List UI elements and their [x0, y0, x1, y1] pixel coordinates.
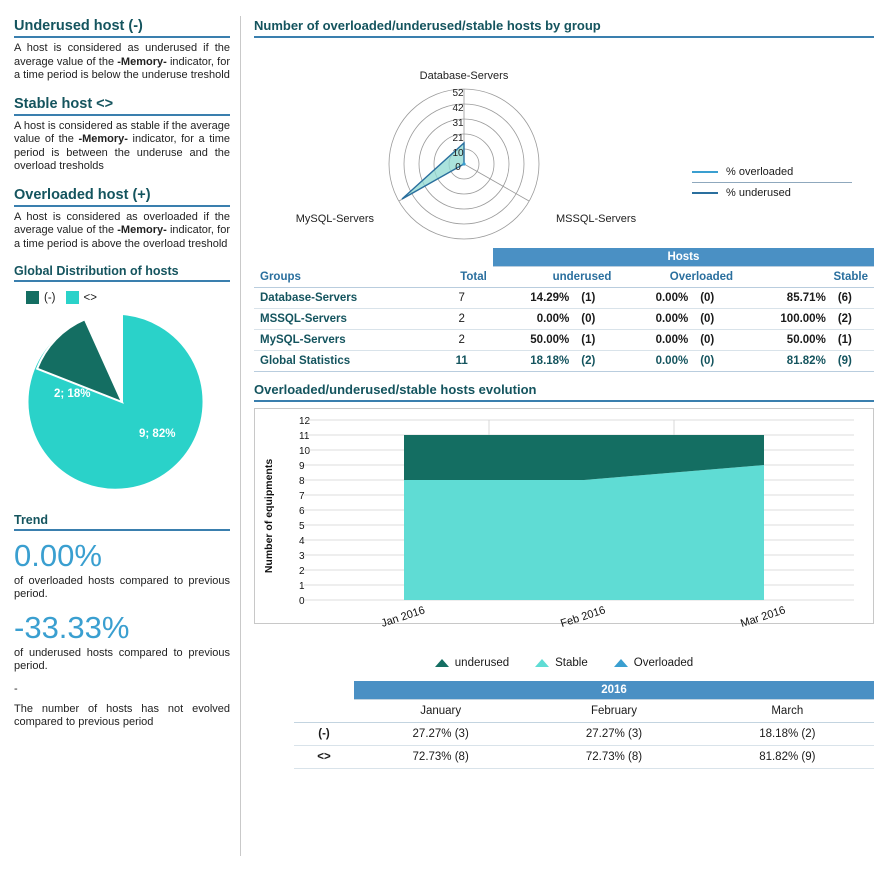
- svg-text:4: 4: [299, 536, 305, 547]
- evolution-legend-item-stable: [535, 657, 588, 669]
- radar-legend-item-overloaded: [692, 162, 852, 182]
- hosts-cell-underused-cnt: (1): [575, 330, 617, 351]
- hosts-cell-underused-pct: 14.29%: [493, 288, 575, 309]
- evolution-cell: 18.18% (2): [701, 723, 874, 746]
- overloaded-area-swatch: [614, 659, 628, 667]
- hosts-cell-overloaded-cnt: (0): [694, 309, 739, 330]
- svg-text:2: 2: [299, 566, 305, 577]
- trend-underused-value: -33.33%: [14, 610, 130, 645]
- hosts-col-stable: Stable: [739, 267, 874, 288]
- main-content: [254, 18, 874, 769]
- evolution-legend: [254, 657, 874, 669]
- svg-text:9: 9: [299, 461, 305, 472]
- pie-chart-title: Global Distribution of hosts: [14, 264, 230, 282]
- svg-text:0: 0: [299, 596, 305, 607]
- hosts-cell-group: Global Statistics: [254, 351, 430, 372]
- svg-text:Database-Servers: Database-Servers: [419, 70, 509, 82]
- overloaded-line-swatch: [692, 171, 718, 173]
- underused-color-swatch: [26, 291, 39, 304]
- hosts-cell-total: 11: [430, 351, 492, 372]
- svg-text:10: 10: [452, 148, 464, 159]
- evolution-chart: [254, 408, 874, 673]
- evolution-row-label-underused: (-): [294, 723, 354, 746]
- table-row: [254, 309, 874, 330]
- evolution-legend-item-underused: [435, 657, 509, 669]
- evolution-col-march: March: [701, 700, 874, 723]
- evolution-legend-label-overloaded: Overloaded: [633, 657, 694, 669]
- hosts-col-underused: underused: [493, 267, 618, 288]
- svg-text:1: 1: [299, 581, 305, 592]
- hosts-cell-total: 2: [430, 309, 492, 330]
- trend-count-value: -: [14, 683, 18, 695]
- hosts-cell-underused-pct: 50.00%: [493, 330, 575, 351]
- trend-count-text: The number of hosts has not evolved compared to previous period: [14, 703, 230, 728]
- hosts-cell-stable-pct: 81.82%: [739, 351, 832, 372]
- radar-series-overloaded: [462, 162, 465, 165]
- evolution-cell: 81.82% (9): [701, 746, 874, 769]
- evolution-legend-item-overloaded: [614, 657, 693, 669]
- pie-legend-label-underused: (-): [44, 291, 56, 304]
- trend-overloaded-text: of overloaded hosts compared to previous period.: [14, 575, 230, 600]
- radar-chart: [254, 44, 874, 244]
- hosts-col-overloaded: Overloaded: [617, 267, 739, 288]
- svg-text:52: 52: [452, 88, 464, 99]
- hosts-cell-total: 2: [430, 330, 492, 351]
- hosts-cell-stable-cnt: (2): [832, 309, 874, 330]
- svg-text:10: 10: [299, 446, 311, 457]
- left-sidebar: [14, 18, 230, 739]
- hosts-cell-underused-cnt: (1): [575, 288, 617, 309]
- definition-overloaded-title: Overloaded host (+): [14, 187, 230, 207]
- svg-text:0: 0: [455, 162, 461, 173]
- column-divider: [240, 16, 241, 856]
- radar-chart-svg: [254, 44, 674, 244]
- svg-text:21: 21: [452, 133, 464, 144]
- hosts-cell-stable-pct: 85.71%: [739, 288, 832, 309]
- hosts-cell-group: MSSQL-Servers: [254, 309, 430, 330]
- underused-line-swatch: [692, 192, 718, 194]
- evolution-cell: 27.27% (3): [527, 723, 700, 746]
- table-row-global: [254, 351, 874, 372]
- pie-legend-item-underused: [26, 291, 56, 304]
- hosts-cell-overloaded-pct: 0.00%: [617, 330, 694, 351]
- svg-text:3: 3: [299, 551, 305, 562]
- table-row: [294, 723, 874, 746]
- definition-stable-body: A host is considered as stable if the average value of the -Memory- indicator, for a time period is between the underuse and the overload tresholds: [14, 119, 230, 172]
- underused-area-swatch: [435, 659, 449, 667]
- evolution-cell: 72.73% (8): [527, 746, 700, 769]
- trend-underused-text: of underused hosts compared to previous period.: [14, 647, 230, 672]
- svg-text:31: 31: [452, 118, 464, 129]
- hosts-cell-underused-pct: 0.00%: [493, 309, 575, 330]
- pie-legend-item-stable: [66, 291, 97, 304]
- evolution-chart-svg: [254, 408, 874, 648]
- svg-text:11: 11: [299, 431, 310, 442]
- svg-text:MSSQL-Servers: MSSQL-Servers: [556, 213, 637, 225]
- stable-area-swatch: [535, 659, 549, 667]
- hosts-cell-stable-cnt: (9): [832, 351, 874, 372]
- svg-text:42: 42: [452, 103, 464, 114]
- pie-chart: [14, 310, 230, 495]
- svg-text:6: 6: [299, 506, 305, 517]
- evolution-chart-title: Overloaded/underused/stable hosts evolution: [254, 382, 874, 402]
- svg-text:5: 5: [299, 521, 305, 532]
- table-row: [254, 288, 874, 309]
- evolution-col-january: January: [354, 700, 527, 723]
- radar-legend: [692, 162, 852, 203]
- evolution-cell: 27.27% (3): [354, 723, 527, 746]
- evolution-col-february: February: [527, 700, 700, 723]
- definition-underused: [14, 18, 230, 83]
- pie-data-label-stable: 9; 82%: [139, 428, 176, 440]
- hosts-cell-group: Database-Servers: [254, 288, 430, 309]
- evolution-table: [294, 681, 874, 769]
- evolution-cell: 72.73% (8): [354, 746, 527, 769]
- hosts-cell-overloaded-cnt: (0): [694, 288, 739, 309]
- svg-text:8: 8: [299, 476, 305, 487]
- svg-text:Jan 2016: Jan 2016: [379, 604, 427, 630]
- pie-legend: [26, 291, 230, 304]
- hosts-cell-underused-pct: 18.18%: [493, 351, 575, 372]
- pie-chart-svg: [14, 310, 230, 495]
- definition-stable-title: Stable host <>: [14, 96, 230, 116]
- radar-legend-item-underused: [692, 183, 852, 203]
- svg-text:7: 7: [299, 491, 305, 502]
- evolution-row-label-stable: <>: [294, 746, 354, 769]
- svg-text:Mar 2016: Mar 2016: [739, 604, 788, 631]
- hosts-cell-overloaded-pct: 0.00%: [617, 351, 694, 372]
- definition-underused-title: Underused host (-): [14, 18, 230, 38]
- definition-underused-body: A host is considered as underused if the average value of the -Memory- indicator, for a time period is below the underuse treshold: [14, 42, 230, 81]
- hosts-cell-overloaded-pct: 0.00%: [617, 309, 694, 330]
- svg-text:Number of equipments: Number of equipments: [263, 458, 275, 574]
- radar-legend-label-underused: % underused: [726, 187, 791, 199]
- hosts-cell-overloaded-pct: 0.00%: [617, 288, 694, 309]
- hosts-col-groups: Groups: [254, 267, 430, 288]
- hosts-cell-stable-cnt: (1): [832, 330, 874, 351]
- definition-overloaded: [14, 187, 230, 252]
- hosts-table: [254, 248, 874, 372]
- definition-overloaded-body: A host is considered as overloaded if the average value of the -Memory- indicator, for a time period is above the overload treshold: [14, 210, 230, 250]
- radar-chart-title: Number of overloaded/underused/stable hosts by group: [254, 18, 874, 38]
- hosts-cell-underused-cnt: (2): [575, 351, 617, 372]
- hosts-cell-overloaded-cnt: (0): [694, 351, 739, 372]
- hosts-table-span-header: Hosts: [493, 248, 874, 267]
- radar-legend-label-overloaded: % overloaded: [726, 166, 794, 178]
- hosts-cell-overloaded-cnt: (0): [694, 330, 739, 351]
- hosts-cell-group: MySQL-Servers: [254, 330, 430, 351]
- trend-title: Trend: [14, 513, 230, 531]
- trend-overloaded-value: 0.00%: [14, 538, 102, 573]
- evolution-table-year-header: 2016: [354, 681, 874, 700]
- definition-stable: [14, 96, 230, 174]
- hosts-col-total: Total: [430, 267, 492, 288]
- hosts-cell-stable-cnt: (6): [832, 288, 874, 309]
- svg-text:MySQL-Servers: MySQL-Servers: [295, 213, 374, 225]
- hosts-cell-underused-cnt: (0): [575, 309, 617, 330]
- svg-text:12: 12: [299, 416, 311, 427]
- evolution-legend-label-underused: underused: [454, 657, 510, 669]
- pie-legend-label-stable: <>: [83, 291, 97, 304]
- svg-text:Feb 2016: Feb 2016: [559, 604, 608, 631]
- pie-data-label-underused: 2; 18%: [54, 388, 91, 400]
- table-row: [254, 330, 874, 351]
- stable-color-swatch: [66, 291, 79, 304]
- hosts-cell-stable-pct: 50.00%: [739, 330, 832, 351]
- evolution-series-stable: [404, 465, 764, 600]
- hosts-cell-total: 7: [430, 288, 492, 309]
- evolution-legend-label-stable: Stable: [555, 657, 588, 669]
- table-row: [294, 746, 874, 769]
- hosts-cell-stable-pct: 100.00%: [739, 309, 832, 330]
